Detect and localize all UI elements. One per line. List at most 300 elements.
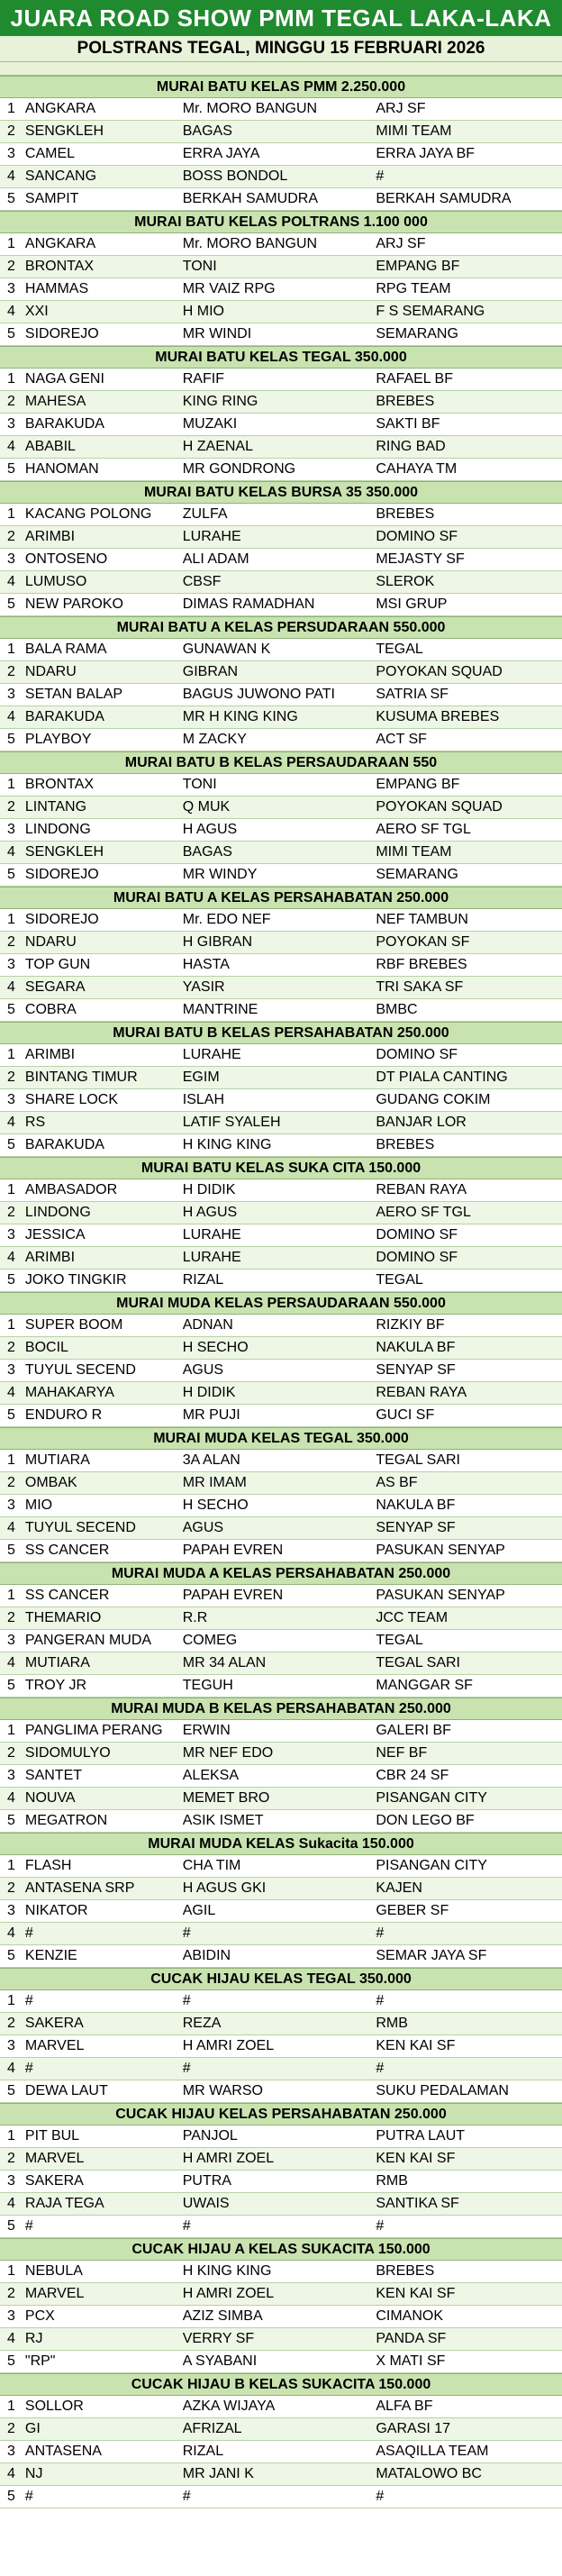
owner-cell: MEMET BRO xyxy=(182,1790,270,1806)
bird-name-cell: NDARU xyxy=(24,664,77,679)
table-row xyxy=(0,391,562,414)
bird-name-cell: NAGA GENI xyxy=(24,371,104,387)
rank-cell: 2 xyxy=(7,529,15,544)
owner-cell: H AGUS xyxy=(182,822,238,837)
category-header: MURAI BATU A KELAS PERSUDARAAN 550.000 xyxy=(0,616,562,639)
category-header: MURAI MUDA KELAS Sukacita 150.000 xyxy=(0,1833,562,1855)
team-cell: TEGAL xyxy=(376,1272,423,1288)
team-cell: DOMINO SF xyxy=(376,529,458,544)
team-cell: POYOKAN SF xyxy=(376,934,470,950)
table-row xyxy=(0,706,562,729)
table-row xyxy=(0,909,562,932)
rank-cell: 4 xyxy=(7,2061,15,2076)
owner-cell: TONI xyxy=(182,777,217,792)
owner-cell: Q MUK xyxy=(182,799,231,815)
table-row xyxy=(0,459,562,481)
owner-cell: UWAIS xyxy=(182,2196,230,2211)
rank-cell: 3 xyxy=(7,687,15,702)
owner-cell: R.R xyxy=(182,1610,208,1625)
table-row xyxy=(0,1540,562,1562)
team-cell: AERO SF TGL xyxy=(376,822,471,837)
table-row xyxy=(0,2216,562,2238)
rank-cell: 4 xyxy=(7,1520,15,1535)
owner-cell: MR WINDY xyxy=(182,867,258,882)
team-cell: RAFAEL BF xyxy=(376,371,453,387)
team-cell: SENYAP SF xyxy=(376,1362,456,1378)
page-title: JUARA ROAD SHOW PMM TEGAL LAKA-LAKA xyxy=(0,0,562,36)
team-cell: PASUKAN SENYAP xyxy=(376,1588,505,1603)
table-row xyxy=(0,1270,562,1292)
table-row xyxy=(0,1923,562,1945)
table-row xyxy=(0,932,562,954)
rank-cell: 4 xyxy=(7,844,15,860)
rank-cell: 4 xyxy=(7,1385,15,1400)
owner-cell: AZIZ SIMBA xyxy=(182,2308,263,2324)
team-cell: MSI GRUP xyxy=(376,596,448,612)
owner-cell: ERWIN xyxy=(182,1723,231,1738)
team-cell: SATRIA SF xyxy=(376,687,449,702)
bird-name-cell: # xyxy=(24,1993,33,2008)
owner-cell: Mr. MORO BANGUN xyxy=(182,236,318,251)
bird-name-cell: RJ xyxy=(24,2331,43,2346)
bird-name-cell: # xyxy=(24,1925,33,1941)
team-cell: CAHAYA TM xyxy=(376,461,458,477)
bird-name-cell: NEW PAROKO xyxy=(24,596,123,612)
owner-cell: ZULFA xyxy=(182,506,228,522)
team-cell: ERRA JAYA BF xyxy=(376,146,476,161)
table-row xyxy=(0,1720,562,1743)
owner-cell: H DIDIK xyxy=(182,1385,236,1400)
rank-cell: 4 xyxy=(7,1115,15,1130)
bird-name-cell: MEGATRON xyxy=(24,1813,108,1828)
team-cell: BREBES xyxy=(376,2263,435,2279)
rank-cell: 1 xyxy=(7,236,15,251)
team-cell: TEGAL SARI xyxy=(376,1452,460,1468)
bird-name-cell: FLASH xyxy=(24,1858,72,1873)
team-cell: GUDANG COKIM xyxy=(376,1092,491,1107)
table-row xyxy=(0,2396,562,2418)
table-row xyxy=(0,549,562,571)
owner-cell: EGIM xyxy=(182,1070,220,1085)
owner-cell: CHA TIM xyxy=(182,1858,241,1873)
bird-name-cell: BRONTAX xyxy=(24,777,95,792)
owner-cell: H MIO xyxy=(182,304,224,319)
bird-name-cell: TOP GUN xyxy=(24,957,91,972)
owner-cell: # xyxy=(182,1993,191,2008)
table-row xyxy=(0,2125,562,2148)
rank-cell: 1 xyxy=(7,1182,15,1197)
table-row xyxy=(0,1945,562,1968)
bird-name-cell: SANCANG xyxy=(24,168,97,184)
rank-cell: 1 xyxy=(7,101,15,116)
owner-cell: BAGAS xyxy=(182,123,232,139)
team-cell: ALFA BF xyxy=(376,2399,433,2414)
team-cell: PISANGAN CITY xyxy=(376,1858,487,1873)
rank-cell: 5 xyxy=(7,596,15,612)
bird-name-cell: MARVEL xyxy=(24,2151,85,2166)
owner-cell: MR H KING KING xyxy=(182,709,298,724)
owner-cell: TEGUH xyxy=(182,1678,233,1693)
table-row xyxy=(0,323,562,346)
owner-cell: H KING KING xyxy=(182,1137,272,1152)
category-header: MURAI BATU B KELAS PERSAUDARAAN 550 xyxy=(0,751,562,774)
owner-cell: PAPAH EVREN xyxy=(182,1588,284,1603)
rank-cell: 4 xyxy=(7,1655,15,1670)
table-row xyxy=(0,2463,562,2486)
bird-name-cell: PLAYBOY xyxy=(24,732,92,747)
bird-name-cell: SAKERA xyxy=(24,2016,84,2031)
bird-name-cell: ENDURO R xyxy=(24,1407,103,1423)
owner-cell: MR WINDI xyxy=(182,326,252,341)
rank-cell: 5 xyxy=(7,1137,15,1152)
table-row xyxy=(0,1472,562,1495)
team-cell: TRI SAKA SF xyxy=(376,979,464,995)
category-header: MURAI BATU KELAS PMM 2.250.000 xyxy=(0,76,562,98)
team-cell: # xyxy=(376,1993,385,2008)
bird-name-cell: MUTIARA xyxy=(24,1452,90,1468)
bird-name-cell: JESSICA xyxy=(24,1227,86,1242)
table-row xyxy=(0,2035,562,2058)
rank-cell: 3 xyxy=(7,1227,15,1242)
owner-cell: # xyxy=(182,2218,191,2234)
bird-name-cell: ARIMBI xyxy=(24,529,76,544)
rank-cell: 3 xyxy=(7,822,15,837)
team-cell: REBAN RAYA xyxy=(376,1385,467,1400)
team-cell: ARJ SF xyxy=(376,101,426,116)
rank-cell: 5 xyxy=(7,1543,15,1558)
table-row xyxy=(0,1315,562,1337)
table-row xyxy=(0,1360,562,1382)
table-row xyxy=(0,2418,562,2441)
table-row xyxy=(0,2306,562,2328)
team-cell: SEMARANG xyxy=(376,867,458,882)
owner-cell: MR PUJI xyxy=(182,1407,240,1423)
table-row xyxy=(0,301,562,323)
rank-cell: 3 xyxy=(7,2173,15,2189)
bird-name-cell: RS xyxy=(24,1115,46,1130)
bird-name-cell: # xyxy=(24,2489,33,2504)
bird-name-cell: BINTANG TIMUR xyxy=(24,1070,138,1085)
team-cell: TEGAL xyxy=(376,642,423,657)
table-row xyxy=(0,1224,562,1247)
category-header: MURAI BATU KELAS SUKA CITA 150.000 xyxy=(0,1157,562,1179)
owner-cell: LURAHE xyxy=(182,1047,241,1062)
table-row xyxy=(0,2283,562,2306)
table-row xyxy=(0,278,562,301)
rank-cell: 3 xyxy=(7,957,15,972)
bird-name-cell: JOKO TINGKIR xyxy=(24,1272,127,1288)
owner-cell: LURAHE xyxy=(182,1250,241,1265)
table-row xyxy=(0,2148,562,2171)
bird-name-cell: THEMARIO xyxy=(24,1610,102,1625)
table-row xyxy=(0,864,562,887)
owner-cell: H DIDIK xyxy=(182,1182,236,1197)
bird-name-cell: CAMEL xyxy=(24,146,76,161)
table-row xyxy=(0,661,562,684)
owner-cell: AGIL xyxy=(182,1903,216,1918)
bird-name-cell: SAKERA xyxy=(24,2173,84,2189)
rank-cell: 1 xyxy=(7,1047,15,1062)
team-cell: PISANGAN CITY xyxy=(376,1790,487,1806)
table-row xyxy=(0,369,562,391)
rank-cell: 4 xyxy=(7,2331,15,2346)
table-row xyxy=(0,504,562,526)
owner-cell: BOSS BONDOL xyxy=(182,168,288,184)
bird-name-cell: SIDOREJO xyxy=(24,326,99,341)
bird-name-cell: SIDOMULYO xyxy=(24,1745,111,1761)
bird-name-cell: SUPER BOOM xyxy=(24,1317,123,1333)
table-row xyxy=(0,2171,562,2193)
owner-cell: MR VAIZ RPG xyxy=(182,281,276,296)
owner-cell: MANTRINE xyxy=(182,1002,258,1017)
team-cell: BMBC xyxy=(376,1002,418,1017)
bird-name-cell: PANGERAN MUDA xyxy=(24,1633,152,1648)
rank-cell: 3 xyxy=(7,1768,15,1783)
owner-cell: Mr. MORO BANGUN xyxy=(182,101,318,116)
owner-cell: # xyxy=(182,1925,191,1941)
team-cell: KEN KAI SF xyxy=(376,2038,456,2053)
table-row xyxy=(0,729,562,751)
team-cell: AERO SF TGL xyxy=(376,1205,471,1220)
bird-name-cell: COBRA xyxy=(24,1002,77,1017)
table-row xyxy=(0,1337,562,1360)
owner-cell: M ZACKY xyxy=(182,732,247,747)
team-cell: CIMANOK xyxy=(376,2308,444,2324)
team-cell: RIZKIY BF xyxy=(376,1317,445,1333)
team-cell: GEBER SF xyxy=(376,1903,449,1918)
rank-cell: 5 xyxy=(7,191,15,206)
table-row xyxy=(0,2261,562,2283)
owner-cell: PANJOL xyxy=(182,2128,238,2144)
owner-cell: H SECHO xyxy=(182,1340,249,1355)
table-row xyxy=(0,1765,562,1788)
team-cell: DT PIALA CANTING xyxy=(376,1070,508,1085)
rank-cell: 3 xyxy=(7,1362,15,1378)
table-row xyxy=(0,1607,562,1630)
bird-name-cell: NOUVA xyxy=(24,1790,76,1806)
bird-name-cell: BRONTAX xyxy=(24,259,95,274)
bird-name-cell: ONTOSENO xyxy=(24,551,108,567)
owner-cell: H AGUS GKI xyxy=(182,1880,267,1896)
owner-cell: MR WARSO xyxy=(182,2083,263,2098)
owner-cell: LATIF SYALEH xyxy=(182,1115,281,1130)
bird-name-cell: # xyxy=(24,2061,33,2076)
team-cell: ACT SF xyxy=(376,732,427,747)
team-cell: NAKULA BF xyxy=(376,1340,456,1355)
owner-cell: YASIR xyxy=(182,979,225,995)
table-row xyxy=(0,819,562,842)
rank-cell: 2 xyxy=(7,1205,15,1220)
owner-cell: AFRIZAL xyxy=(182,2421,242,2436)
rank-cell: 3 xyxy=(7,1903,15,1918)
table-row xyxy=(0,684,562,706)
team-cell: ARJ SF xyxy=(376,236,426,251)
bird-name-cell: BALA RAMA xyxy=(24,642,107,657)
rank-cell: 5 xyxy=(7,2083,15,2098)
table-row xyxy=(0,1179,562,1202)
table-row xyxy=(0,1990,562,2013)
table-row xyxy=(0,1517,562,1540)
table-row xyxy=(0,1495,562,1517)
team-cell: NAKULA BF xyxy=(376,1497,456,1513)
rank-cell: 3 xyxy=(7,1633,15,1648)
table-row xyxy=(0,188,562,211)
owner-cell: DIMAS RAMADHAN xyxy=(182,596,315,612)
table-row xyxy=(0,414,562,436)
rank-cell: 3 xyxy=(7,416,15,432)
team-cell: REBAN RAYA xyxy=(376,1182,467,1197)
bird-name-cell: SEGARA xyxy=(24,979,86,995)
rank-cell: 2 xyxy=(7,394,15,409)
team-cell: # xyxy=(376,2218,385,2234)
owner-cell: ISLAH xyxy=(182,1092,224,1107)
rank-cell: 4 xyxy=(7,439,15,454)
team-cell: PUTRA LAUT xyxy=(376,2128,466,2144)
bird-name-cell: ARIMBI xyxy=(24,1047,76,1062)
table-row xyxy=(0,2441,562,2463)
owner-cell: AZKA WIJAYA xyxy=(182,2399,276,2414)
owner-cell: ALEKSA xyxy=(182,1768,240,1783)
bird-name-cell: MAHESA xyxy=(24,394,86,409)
bird-name-cell: MUTIARA xyxy=(24,1655,90,1670)
bird-name-cell: PCX xyxy=(24,2308,55,2324)
category-header: MURAI MUDA KELAS TEGAL 350.000 xyxy=(0,1427,562,1450)
table-row xyxy=(0,1878,562,1900)
table-row xyxy=(0,977,562,999)
bird-name-cell: LINDONG xyxy=(24,822,91,837)
rank-cell: 5 xyxy=(7,1002,15,1017)
rank-cell: 5 xyxy=(7,1678,15,1693)
team-cell: RMB xyxy=(376,2173,408,2189)
team-cell: BREBES xyxy=(376,1137,435,1152)
team-cell: DOMINO SF xyxy=(376,1227,458,1242)
table-row xyxy=(0,1134,562,1157)
bird-name-cell: TUYUL SECEND xyxy=(24,1520,136,1535)
team-cell: DOMINO SF xyxy=(376,1250,458,1265)
team-cell: MIMI TEAM xyxy=(376,123,452,139)
bird-name-cell: ANGKARA xyxy=(24,101,96,116)
rank-cell: 5 xyxy=(7,1272,15,1288)
rank-cell: 3 xyxy=(7,551,15,567)
bird-name-cell: HANOMAN xyxy=(24,461,99,477)
owner-cell: Mr. EDO NEF xyxy=(182,912,271,927)
team-cell: ASAQILLA TEAM xyxy=(376,2444,489,2459)
team-cell: KAJEN xyxy=(376,1880,422,1896)
results-table xyxy=(0,76,562,2508)
team-cell: # xyxy=(376,2061,385,2076)
team-cell: BANJAR LOR xyxy=(376,1115,467,1130)
owner-cell: LURAHE xyxy=(182,1227,241,1242)
rank-cell: 2 xyxy=(7,2151,15,2166)
owner-cell: A SYABANI xyxy=(182,2353,258,2369)
owner-cell: MUZAKI xyxy=(182,416,238,432)
team-cell: RBF BREBES xyxy=(376,957,467,972)
owner-cell: PUTRA xyxy=(182,2173,231,2189)
table-row xyxy=(0,774,562,796)
owner-cell: RAFIF xyxy=(182,371,224,387)
bird-name-cell: NEBULA xyxy=(24,2263,83,2279)
rank-cell: 2 xyxy=(7,2016,15,2031)
team-cell: MEJASTY SF xyxy=(376,551,465,567)
team-cell: EMPANG BF xyxy=(376,777,460,792)
team-cell: KEN KAI SF xyxy=(376,2286,456,2301)
rank-cell: 4 xyxy=(7,574,15,589)
team-cell: MIMI TEAM xyxy=(376,844,452,860)
team-cell: X MATI SF xyxy=(376,2353,446,2369)
table-row xyxy=(0,2058,562,2080)
owner-cell: TONI xyxy=(182,259,217,274)
table-row xyxy=(0,2080,562,2103)
table-row xyxy=(0,1630,562,1652)
rank-cell: 2 xyxy=(7,1880,15,1896)
rank-cell: 1 xyxy=(7,2263,15,2279)
table-row xyxy=(0,1044,562,1067)
bird-name-cell: SS CANCER xyxy=(24,1588,110,1603)
owner-cell: ALI ADAM xyxy=(182,551,249,567)
team-cell: KEN KAI SF xyxy=(376,2151,456,2166)
team-cell: RING BAD xyxy=(376,439,446,454)
table-row xyxy=(0,1405,562,1427)
bird-name-cell: "RP" xyxy=(24,2353,56,2369)
bird-name-cell: MARVEL xyxy=(24,2038,85,2053)
team-cell: NEF BF xyxy=(376,1745,428,1761)
rank-cell: 4 xyxy=(7,1925,15,1941)
team-cell: # xyxy=(376,2489,385,2504)
rank-cell: 1 xyxy=(7,642,15,657)
rank-cell: 3 xyxy=(7,281,15,296)
team-cell: NEF TAMBUN xyxy=(376,912,468,927)
team-cell: DOMINO SF xyxy=(376,1047,458,1062)
category-header: MURAI MUDA KELAS PERSAUDARAAN 550.000 xyxy=(0,1292,562,1315)
bird-name-cell: HAMMAS xyxy=(24,281,89,296)
table-row xyxy=(0,1652,562,1675)
rank-cell: 4 xyxy=(7,979,15,995)
owner-cell: MR GONDRONG xyxy=(182,461,296,477)
owner-cell: LURAHE xyxy=(182,529,241,544)
table-row xyxy=(0,571,562,594)
table-row xyxy=(0,1382,562,1405)
table-row xyxy=(0,639,562,661)
table-row xyxy=(0,436,562,459)
bird-name-cell: MAHAKARYA xyxy=(24,1385,114,1400)
rank-cell: 2 xyxy=(7,259,15,274)
table-row xyxy=(0,1247,562,1270)
bird-name-cell: LINDONG xyxy=(24,1205,91,1220)
bird-name-cell: PANGLIMA PERANG xyxy=(24,1723,163,1738)
team-cell: SLEROK xyxy=(376,574,435,589)
team-cell: SAKTI BF xyxy=(376,416,440,432)
team-cell: EMPANG BF xyxy=(376,259,460,274)
bird-name-cell: NDARU xyxy=(24,934,77,950)
rank-cell: 5 xyxy=(7,461,15,477)
rank-cell: 2 xyxy=(7,2286,15,2301)
bird-name-cell: GI xyxy=(24,2421,41,2436)
bird-name-cell: RAJA TEGA xyxy=(24,2196,104,2211)
owner-cell: AGUS xyxy=(182,1362,224,1378)
owner-cell: H KING KING xyxy=(182,2263,272,2279)
rank-cell: 1 xyxy=(7,1993,15,2008)
category-header: CUCAK HIJAU KELAS PERSAHABATAN 250.000 xyxy=(0,2103,562,2125)
bird-name-cell: SENGKLEH xyxy=(24,844,104,860)
table-row xyxy=(0,1855,562,1878)
team-cell: AS BF xyxy=(376,1475,418,1490)
bird-name-cell: SHARE LOCK xyxy=(24,1092,119,1107)
category-header: MURAI MUDA A KELAS PERSAHABATAN 250.000 xyxy=(0,1562,562,1585)
bird-name-cell: BARAKUDA xyxy=(24,416,104,432)
bird-name-cell: # xyxy=(24,2218,33,2234)
rank-cell: 1 xyxy=(7,912,15,927)
bird-name-cell: TUYUL SECEND xyxy=(24,1362,136,1378)
